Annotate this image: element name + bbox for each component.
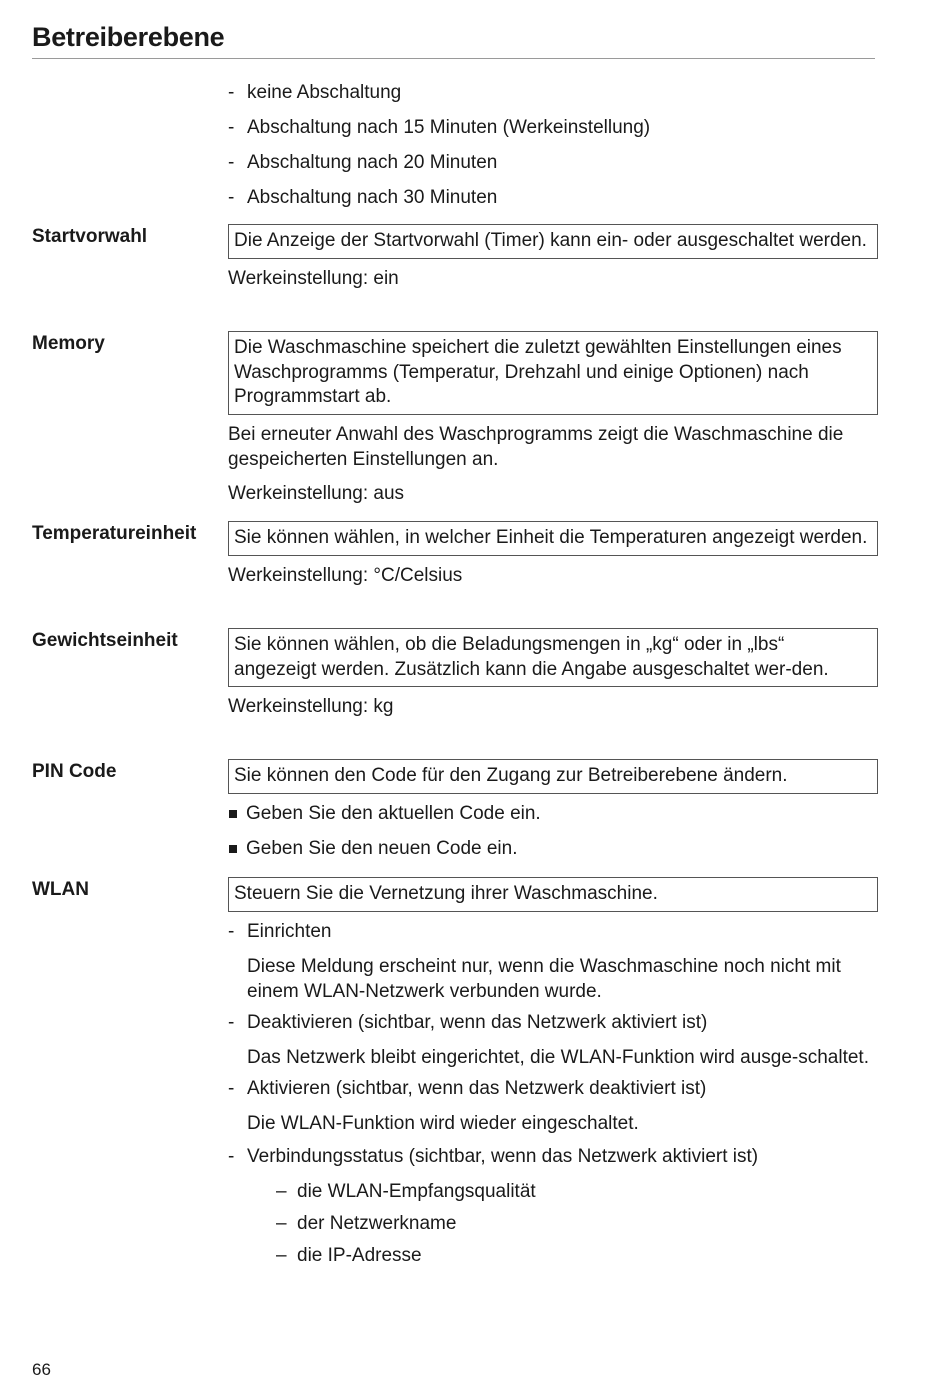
list-item: - Abschaltung nach 30 Minuten (228, 187, 498, 208)
section-label: Gewichtseinheit (32, 630, 178, 651)
step-item: Geben Sie den neuen Code ein. (228, 836, 878, 861)
step-item: Geben Sie den aktuellen Code ein. (228, 801, 878, 826)
page-title: Betreiberebene (32, 22, 225, 52)
page-number: 66 (32, 1360, 51, 1379)
info-box: Die Waschmaschine speichert die zuletzt gewählten Einstellungen eines Waschprogramms (Temperatur, Drehzahl und einige Optionen) nach Programmstart ab. (228, 331, 878, 415)
square-bullet-icon (229, 845, 237, 853)
section-label: Temperatureinheit (32, 523, 197, 544)
wlan-item-description: Die WLAN-Funktion wird wieder eingeschaltet. (247, 1112, 639, 1134)
info-box: Sie können wählen, in welcher Einheit die Temperaturen angezeigt werden. (228, 521, 878, 556)
factory-setting: Werkeinstellung: ein (228, 267, 399, 289)
page-header (32, 22, 875, 59)
intro-list (228, 80, 878, 210)
list-item: - keine Abschaltung (228, 82, 402, 103)
info-box: Steuern Sie die Vernetzung ihrer Waschmaschine. (228, 877, 878, 912)
info-box: Sie können wählen, ob die Beladungsmengen in „kg“ oder in „lbs“ angezeigt werden. Zusätzlich kann die Angabe ausgeschaltet wer-den. (228, 628, 878, 687)
info-box: Sie können den Code für den Zugang zur Betreiberebene ändern. (228, 759, 878, 794)
section-label: WLAN (32, 879, 89, 900)
factory-setting: Werkeinstellung: kg (228, 696, 394, 717)
status-item: – der Netzwerkname (276, 1212, 457, 1234)
wlan-item-einrichten: - Einrichten (228, 920, 332, 942)
status-item: – die WLAN-Empfangsqualität (276, 1180, 536, 1202)
wlan-item-verbindungsstatus: - Verbindungsstatus (sichtbar, wenn das Netzwerk aktiviert ist) (228, 1145, 759, 1167)
wlan-item-description: Das Netzwerk bleibt eingerichtet, die WLAN-Funktion wird ausge-schaltet. (247, 1046, 869, 1068)
factory-setting: Werkeinstellung: aus (228, 482, 405, 504)
square-bullet-icon (229, 810, 237, 818)
wlan-item-description: Diese Meldung erscheint nur, wenn die Waschmaschine noch nicht mit einem WLAN-Netzwerk verbunden wurde. (247, 955, 841, 1002)
wlan-item-aktivieren: - Aktivieren (sichtbar, wenn das Netzwerk deaktiviert ist) (228, 1077, 707, 1099)
status-item: – die IP-Adresse (276, 1244, 422, 1266)
list-item: - Abschaltung nach 15 Minuten (Werkeinstellung) (228, 117, 651, 138)
description-text: Bei erneuter Anwahl des Waschprogramms zeigt die Waschmaschine die gespeicherten Einstellungen an. (228, 423, 844, 470)
wlan-item-deaktivieren: - Deaktivieren (sichtbar, wenn das Netzwerk aktiviert ist) (228, 1011, 708, 1033)
section-label: Memory (32, 333, 105, 354)
info-box: Die Anzeige der Startvorwahl (Timer) kann ein- oder ausgeschaltet werden. (228, 224, 878, 259)
factory-setting: Werkeinstellung: °C/Celsius (228, 564, 463, 586)
list-item: - Abschaltung nach 20 Minuten (228, 152, 498, 173)
section-label: Startvorwahl (32, 226, 148, 247)
section-label: PIN Code (32, 761, 117, 782)
